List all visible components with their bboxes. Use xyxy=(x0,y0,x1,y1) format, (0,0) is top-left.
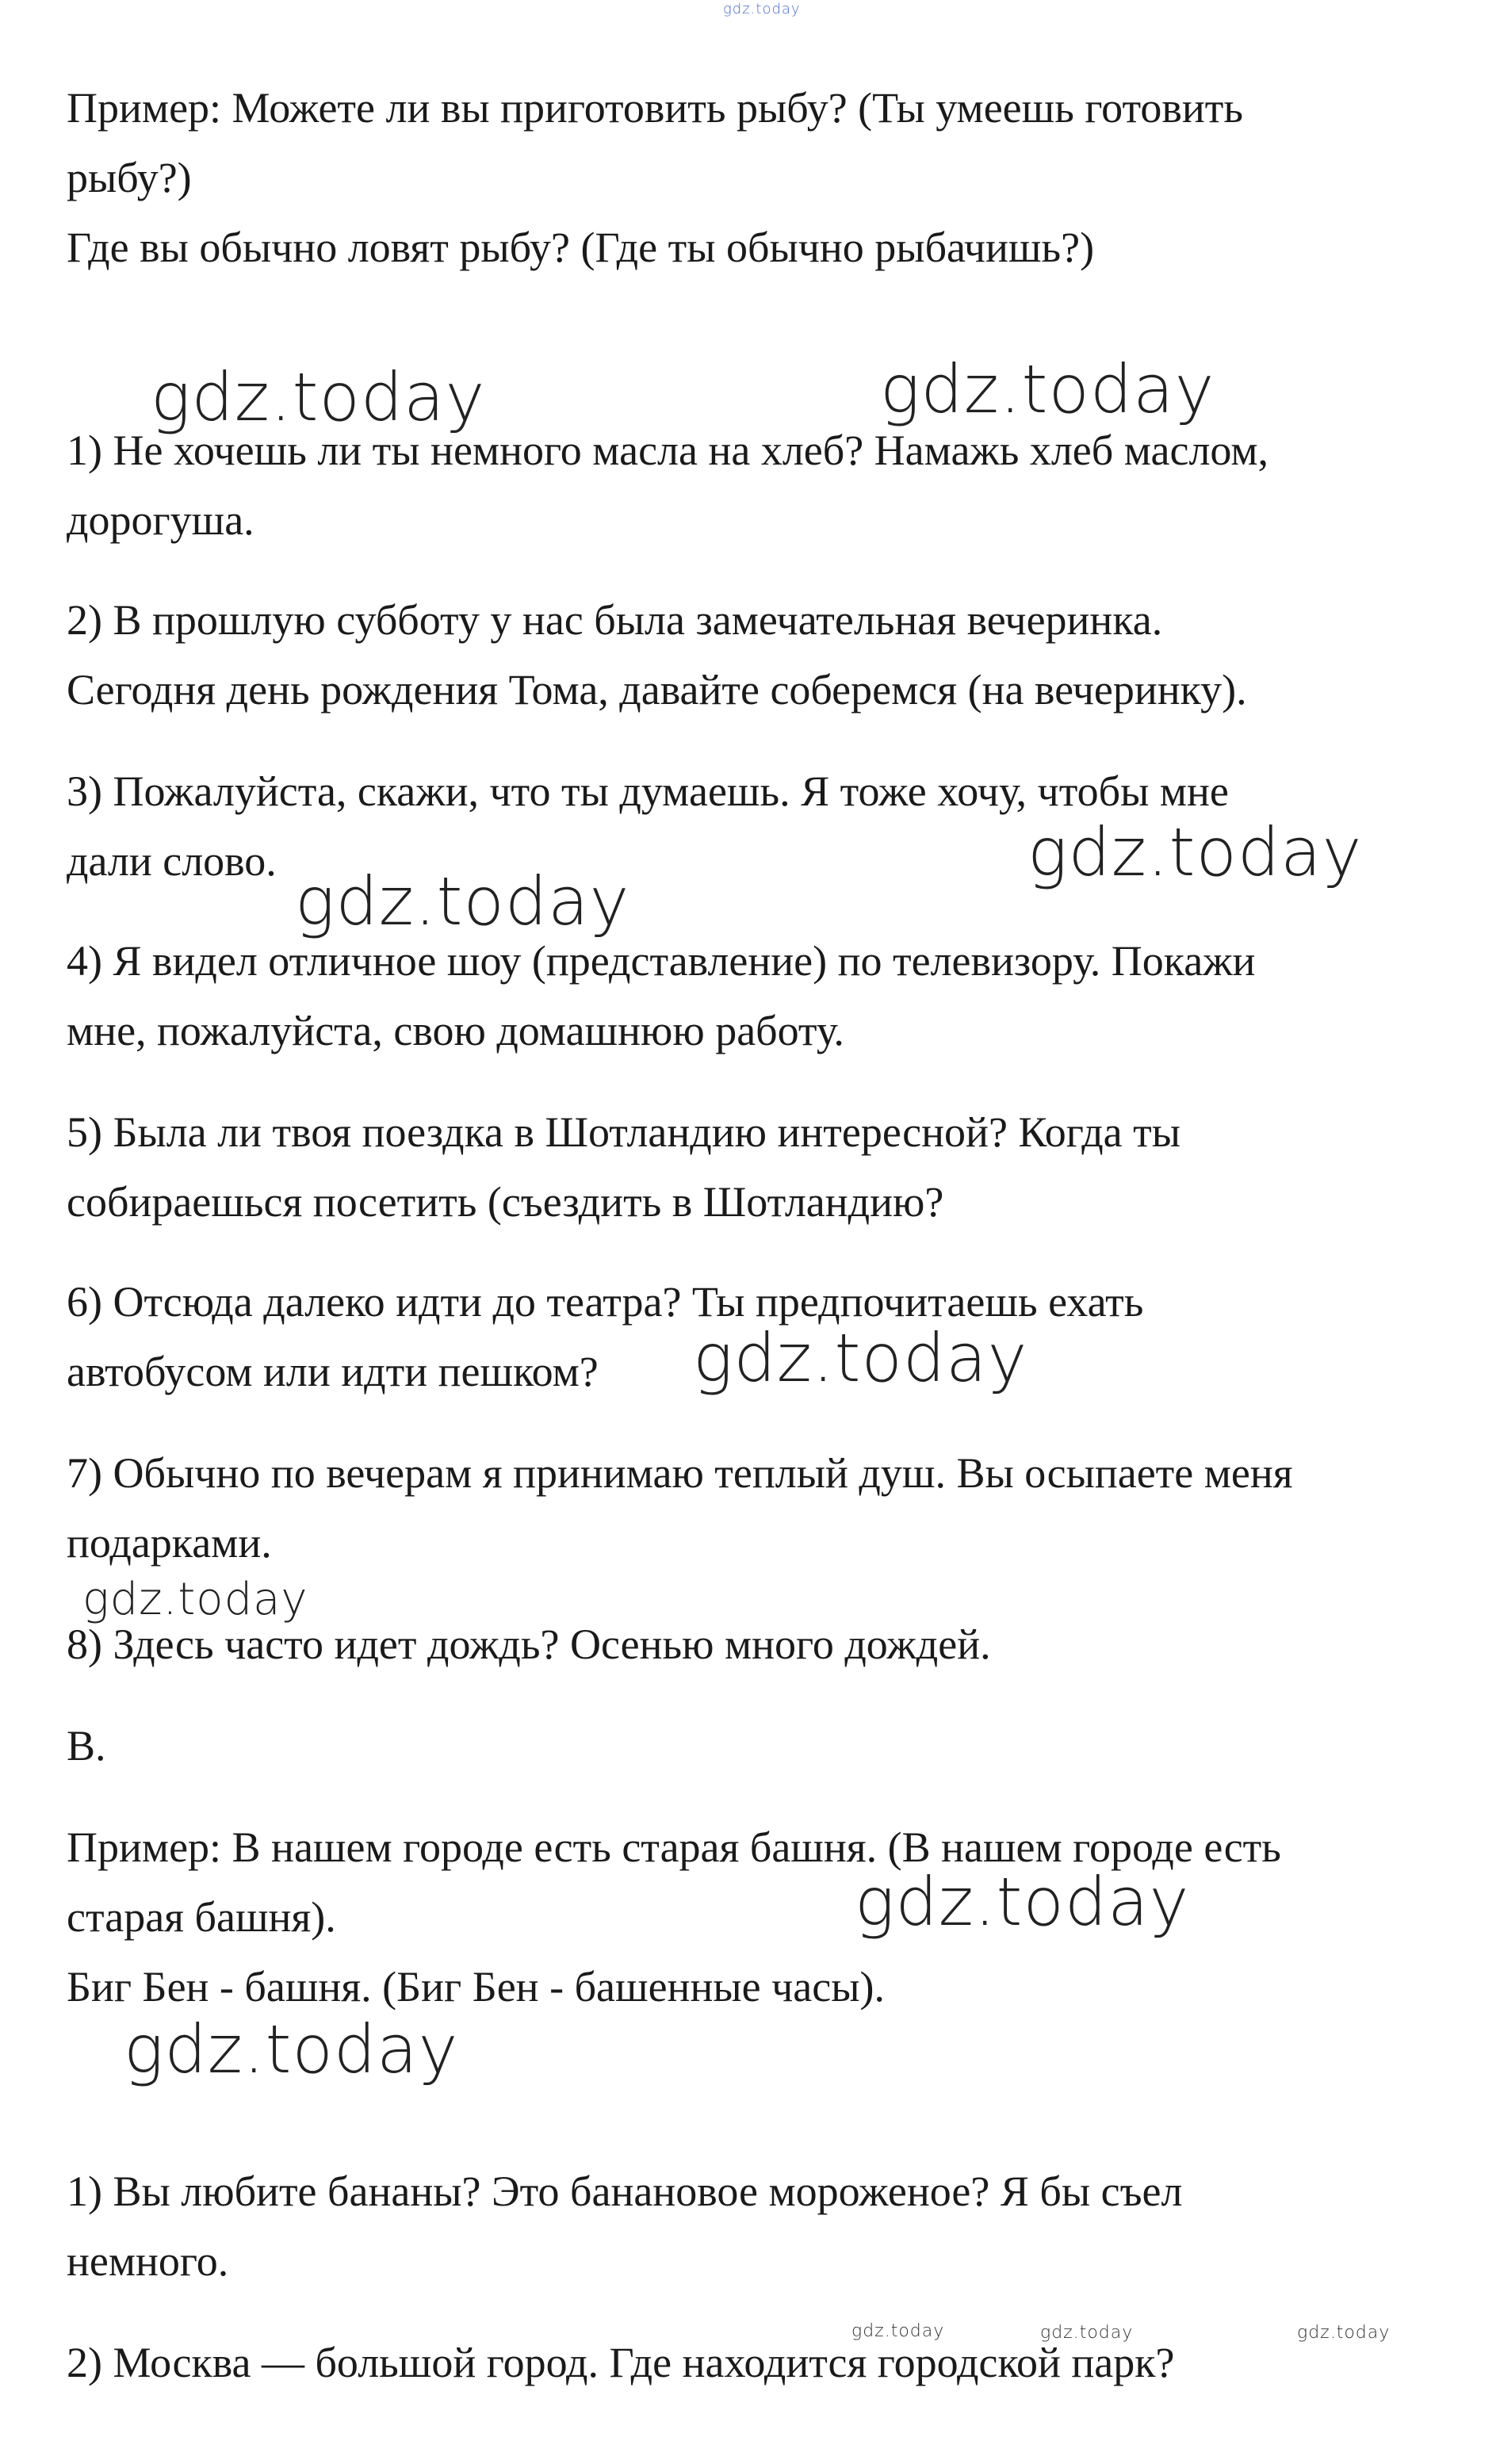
list-item-line: немного. xyxy=(67,2237,229,2285)
example-line: старая башня). xyxy=(67,1893,336,1941)
top-watermark: gdz.today xyxy=(723,1,801,17)
example-line: Пример: Можете ли вы приготовить рыбу? (Ты умеешь готовить xyxy=(67,84,1243,132)
list-item-line: 6) Отсюда далеко идти до театра? Ты предпочитаешь ехать xyxy=(67,1278,1144,1326)
example-line: Пример: В нашем городе есть старая башня. (В нашем городе есть xyxy=(67,1823,1281,1871)
list-item-line: 7) Обычно по вечерам я принимаю теплый душ. Вы осыпаете меня xyxy=(67,1449,1293,1497)
watermark: gdz.today xyxy=(82,1574,308,1625)
watermark: gdz.today xyxy=(1297,2323,1391,2343)
watermark: gdz.today xyxy=(151,358,486,436)
list-item-line: собираешься посетить (съездить в Шотландию? xyxy=(67,1178,944,1226)
watermark: gdz.today xyxy=(1027,813,1363,891)
list-item-line: мне, пожалуйста, свою домашнюю работу. xyxy=(67,1007,844,1054)
section-label: B. xyxy=(67,1722,106,1770)
watermark: gdz.today xyxy=(851,2321,945,2341)
watermark: gdz.today xyxy=(295,863,630,940)
list-item-line: 8) Здесь часто идет дождь? Осенью много дождей. xyxy=(67,1620,991,1668)
example-line: рыбу?) xyxy=(67,154,192,201)
watermark: gdz.today xyxy=(1040,2323,1134,2343)
watermark: gdz.today xyxy=(693,1319,1028,1397)
example-line: Биг Бен - башня. (Биг Бен - башенные часы). xyxy=(67,1963,885,2011)
list-item-line: 1) Вы любите бананы? Это банановое мороженое? Я бы съел xyxy=(67,2167,1183,2215)
list-item-line: дали слово. xyxy=(67,837,277,885)
list-item-line: 5) Была ли твоя поездка в Шотландию интересной? Когда ты xyxy=(67,1108,1181,1156)
list-item-line: 1) Не хочешь ли ты немного масла на хлеб? Намажь хлеб маслом, xyxy=(67,427,1269,474)
watermark: gdz.today xyxy=(880,350,1215,428)
list-item-line: дорогуша. xyxy=(67,496,254,544)
watermark: gdz.today xyxy=(855,1863,1190,1941)
list-item-line: подарками. xyxy=(67,1519,272,1567)
list-item-line: 3) Пожалуйста, скажи, что ты думаешь. Я тоже хочу, чтобы мне xyxy=(67,767,1229,815)
list-item-line: 4) Я видел отличное шоу (представление) по телевизору. Покажи xyxy=(67,937,1256,985)
example-line: Где вы обычно ловят рыбу? (Где ты обычно рыбачишь?) xyxy=(67,224,1095,271)
list-item-line: 2) В прошлую субботу у нас была замечательная вечеринка. xyxy=(67,596,1163,644)
list-item-line: 2) Москва — большой город. Где находится городской парк? xyxy=(67,2339,1175,2386)
watermark: gdz.today xyxy=(124,2011,459,2088)
list-item-line: Сегодня день рождения Тома, давайте соберемся (на вечеринку). xyxy=(67,666,1247,714)
list-item-line: автобусом или идти пешком? xyxy=(67,1348,599,1395)
